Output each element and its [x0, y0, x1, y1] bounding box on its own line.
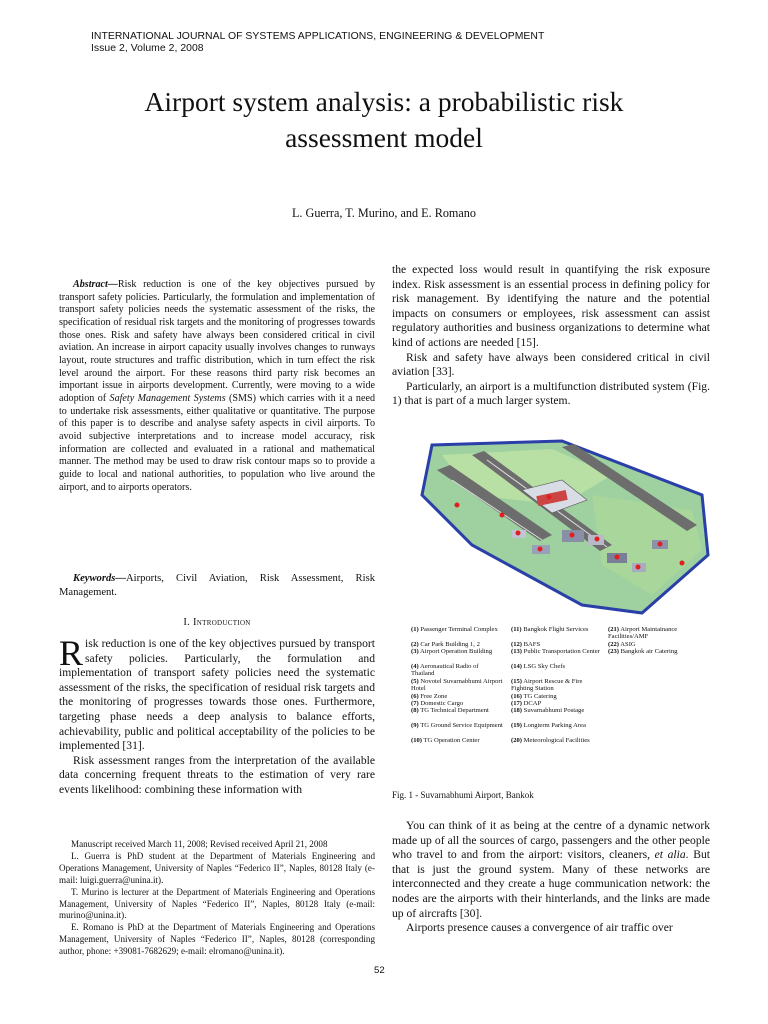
airport-figure-image [412, 435, 712, 617]
legend-item [411, 693, 503, 700]
keywords-label: Keywords— [73, 573, 126, 584]
legend-label: TG Technical Department [418, 707, 489, 715]
abstract-sms: Safety Management Systems [109, 392, 226, 404]
legend-label: Meteorological Facilities [522, 737, 590, 744]
legend-label: ASIG [619, 640, 636, 648]
footnote-guerra: L. Guerra is PhD student at the Department of Materials Engineering and Operations Management, University of Naples “Federico II”, Naples, 80128 Italy (e-mail: luigi.guerra@unina.it). [59, 850, 375, 885]
legend-number: (14) [511, 663, 522, 670]
et-alia: et alia [654, 848, 686, 862]
legend-label: BAFS [522, 640, 541, 648]
legend-label: Airport Operation Building [418, 648, 493, 656]
legend-number: (12) [511, 640, 522, 648]
legend-label: Airport Maintainance Facilities/AMF [608, 626, 678, 641]
abstract-text-2: (SMS) which carries with it a need to undertake risk assessments, either qualitative or quantitative. The purpose of this paper is to describe and analyse safety aspects in civil airports. To avoid subjective interpretations and to increase model accuracy, risk information are collected and evaluated in a rational and mathematical manner. The method may be used to draw risk contour maps so to provide a guide to local and national authorities, to population who live around the airport, and to airports operators. [59, 392, 375, 493]
journal-name: INTERNATIONAL JOURNAL OF SYSTEMS APPLICATIONS, ENGINEERING & DEVELOPMENT [91, 31, 545, 42]
legend-item [411, 700, 503, 707]
legend-number: (2) [411, 640, 419, 648]
legend-item [411, 663, 503, 678]
legend-number: (3) [411, 648, 419, 656]
legend-item [411, 641, 503, 648]
legend-label: Public Transportation Center [522, 648, 600, 656]
legend-number: (7) [411, 700, 419, 707]
legend-number: (8) [411, 707, 419, 715]
legend-item [411, 737, 503, 744]
keywords [59, 572, 375, 600]
legend-label: Bangkok Flight Services [521, 626, 589, 633]
intro-paragraph-1: isk reduction is one of the key objectives pursued by transport safety policies. Particularly, the formulation and implementation of transport safety policies need the systematic assessment of the risks, the specification of residual risk targets and the monitoring of progresses towards those ones. Furthermore, targeting phase needs a deep analysis to balance efforts, achievability, public and political acceptability of the policies to be implemented [31]. [59, 637, 375, 753]
legend-label: TG Ground Service Equipment [418, 722, 503, 730]
drop-cap: R [59, 633, 84, 673]
legend-item [608, 641, 712, 648]
title-line-2: assessment model [285, 122, 483, 153]
legend-label: Domestic Cargo [418, 700, 464, 707]
legend-number: (17) [511, 700, 522, 707]
introduction-text [59, 633, 375, 798]
legend-item [511, 641, 603, 648]
legend-label: DCAP [522, 700, 542, 707]
legend-number: (1) [411, 626, 419, 633]
right-bottom-text-1: You can think of it as being at the centre of a dynamic network made up of all the sources of cargo, passengers and the other people who travel to and from the airport: visitors, cleaners, [392, 819, 710, 862]
figure-caption: Fig. 1 - Suvarnabhumi Airport, Bankok [392, 790, 534, 800]
legend-item [511, 737, 603, 744]
legend-item [511, 678, 603, 693]
legend-item [411, 626, 503, 633]
abstract-label: Abstract— [73, 279, 118, 290]
legend-item [511, 707, 603, 714]
legend-number: (23) [608, 648, 619, 656]
legend-item [511, 648, 603, 655]
legend-item [608, 626, 712, 641]
legend-label: TG Operation Center [422, 737, 480, 744]
legend-number: (19) [511, 722, 522, 730]
page-number: 52 [374, 965, 385, 976]
right-column-top [392, 263, 710, 409]
right-paragraph-2: Risk and safety have always been considered critical in civil aviation [33]. [392, 350, 710, 379]
legend-number: (16) [511, 692, 522, 700]
legend-label: Airport Rescue & Fire Fighting Station [511, 677, 583, 693]
legend-item [511, 663, 603, 670]
legend-item [411, 648, 503, 655]
legend-item [411, 707, 503, 714]
right-bottom-text-2: . But that is just the ground system. Many of these networks are interconnected and they create a huge communication network: the nodes are the airports with their hinterlands, and the links are made up of aircrafts [30]. [392, 848, 710, 920]
legend-item [608, 648, 712, 655]
footnote-received: Manuscript received March 11, 2008; Revised received April 21, 2008 [71, 839, 328, 849]
legend-label: Longterm Parking Area [522, 722, 586, 730]
intro-paragraph-2: Risk assessment ranges from the interpretation of the available data concerning frequent threats to the estimation of very rare events likelihood: combining these information with [59, 753, 375, 796]
right-bottom-paragraph-2: Airports presence causes a convergence of air traffic over [406, 921, 673, 935]
legend-number: (10) [411, 737, 422, 744]
footnote-murino: T. Murino is lecturer at the Department of Materials Engineering and Operations Management, University of Naples “Federico II”, Naples, 80128 Italy (e-mail: murino@unina.it). [59, 886, 375, 921]
legend-label: Suvarnabhumi Postage [522, 707, 585, 715]
legend-number: (18) [511, 707, 522, 715]
legend-label: LSG Sky Chefs [522, 663, 566, 670]
abstract [59, 279, 375, 494]
legend-item [511, 693, 603, 700]
right-column-bottom [392, 819, 710, 936]
authors: L. Guerra, T. Murino, and E. Romano [291, 206, 476, 220]
section-number: I. [183, 617, 191, 628]
legend-label: Car Park Building 1, 2 [418, 640, 480, 648]
legend-number: (5) [411, 677, 419, 685]
legend-number: (13) [511, 648, 522, 656]
legend-label: Novotel Suvarnabhumi Airport Hotel [411, 677, 503, 693]
legend-item [411, 678, 503, 693]
footnote-romano: E. Romano is PhD at the Department of Materials Engineering and Operations Management, University of Naples “Federico II”, Naples, 80128 (corresponding author, phone: +39081-7682629; e-mail: elromano@unina.it). [59, 922, 375, 957]
right-paragraph-3: Particularly, an airport is a multifunction distributed system (Fig. 1) that is part of a much larger system. [392, 379, 710, 408]
title-line-1: Airport system analysis: a probabilistic risk [144, 86, 624, 117]
legend-label: Bangkok air Catering [619, 648, 678, 656]
abstract-text: Risk reduction is one of the key objectives pursued by transport safety policies. Particularly, the formulation and implementation of transport safety policies needs the systematic assessment of the risks, the specification of residual risk targets and the monitoring of progresses towards those ones. Risk and safety have always been considered critical in civil aviation. An increase in airport capacity usually involves changes to runways layout, route structures and traffic distribution, which in turn effect the risk level around the airport. For these reasons third party risk becomes an important issue in airports development. Currently, were moving to a wide adoption of [59, 279, 375, 404]
right-paragraph-1: the expected loss would result in quantifying the risk exposure index. Risk assessment is an essential process in defining policy for risk management. By identifying the nature and the potential impacts on consumers or employees, risk assessment can assist regulatory authorities and business organizations to determine what kind of actions are needed [15]. [392, 263, 710, 349]
legend-label: Free Zone [418, 692, 448, 700]
legend-item [511, 722, 603, 729]
legend-number: (11) [511, 626, 522, 633]
legend-number: (4) [411, 663, 419, 670]
journal-header [91, 31, 544, 55]
journal-issue: Issue 2, Volume 2, 2008 [91, 43, 204, 54]
legend-number: (6) [411, 692, 419, 700]
legend-item [411, 722, 503, 729]
legend-item [511, 700, 603, 707]
legend-number: (9) [411, 722, 419, 730]
legend-label: Passenger Terminal Complex [418, 626, 498, 633]
legend-number: (15) [511, 677, 522, 685]
section-title: Introduction [193, 617, 251, 628]
keywords-text: Airports, Civil Aviation, Risk Assessment, Risk Management. [59, 573, 375, 598]
legend-label: TG Catering [522, 692, 557, 700]
footnotes [59, 839, 375, 958]
section-heading [59, 617, 375, 628]
legend-item [511, 626, 603, 633]
paper-title [60, 84, 708, 156]
legend-number: (20) [511, 737, 522, 744]
legend-number: (21) [608, 626, 619, 633]
legend-number: (22) [608, 640, 619, 648]
legend-label: Aeronautical Radio of Thailand [411, 663, 479, 678]
